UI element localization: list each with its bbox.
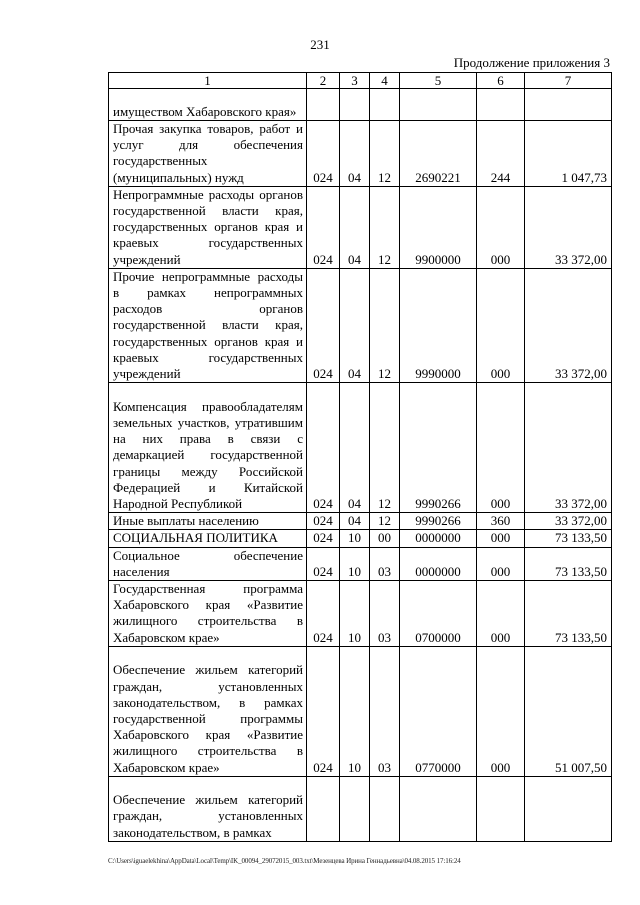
row-code-3: 04 xyxy=(340,186,370,268)
row-code-2: 024 xyxy=(307,646,340,776)
row-code-4: 12 xyxy=(370,186,400,268)
row-code-4: 12 xyxy=(370,513,400,530)
row-code-5: 9990000 xyxy=(400,268,477,382)
row-code-4: 03 xyxy=(370,547,400,580)
row-code-3: 10 xyxy=(340,581,370,647)
header-col-6: 6 xyxy=(477,73,525,89)
row-name: Обеспечение жильем категорий граждан, установленных законодательством, в рамках xyxy=(109,776,307,841)
row-code-3: 10 xyxy=(340,646,370,776)
table-row xyxy=(109,581,612,647)
row-code-6: 000 xyxy=(477,530,525,547)
row-amount: 73 133,50 xyxy=(525,581,612,647)
table-row xyxy=(109,547,612,580)
header-col-4: 4 xyxy=(370,73,400,89)
table-row xyxy=(109,513,612,530)
row-code-6: 000 xyxy=(477,581,525,647)
row-name: Обеспечение жильем категорий граждан, установленных законодательством, в рамках государственной программы Хабаровского края «Развитие жилищного строительства в Хабаровском крае» xyxy=(109,646,307,776)
row-code-2: 024 xyxy=(307,547,340,580)
row-name: имуществом Хабаровского края» xyxy=(109,89,307,121)
row-code-2: 024 xyxy=(307,530,340,547)
row-code-3: 04 xyxy=(340,513,370,530)
row-amount xyxy=(525,776,612,841)
row-code-4: 12 xyxy=(370,383,400,513)
table-row xyxy=(109,268,612,382)
row-code-5: 0000000 xyxy=(400,547,477,580)
row-name: Прочие непрограммные расходы в рамках непрограммных расходов органов государственной власти края, государственных органов края и краевых государственных учреждений xyxy=(109,268,307,382)
row-code-5: 0000000 xyxy=(400,530,477,547)
row-code-2: 024 xyxy=(307,581,340,647)
table-row xyxy=(109,776,612,841)
row-code-4 xyxy=(370,89,400,121)
row-code-5: 2690221 xyxy=(400,121,477,187)
table-body xyxy=(109,89,612,842)
row-name: Иные выплаты населению xyxy=(109,513,307,530)
row-code-6: 244 xyxy=(477,121,525,187)
continuation-label: Продолжение приложения 3 xyxy=(453,55,610,70)
row-code-6: 000 xyxy=(477,383,525,513)
row-code-3 xyxy=(340,89,370,121)
row-name: Социальное обеспечение населения xyxy=(109,547,307,580)
row-code-2 xyxy=(307,776,340,841)
row-amount: 1 047,73 xyxy=(525,121,612,187)
row-code-3: 04 xyxy=(340,383,370,513)
row-amount: 33 372,00 xyxy=(525,186,612,268)
row-code-2: 024 xyxy=(307,513,340,530)
row-code-3: 04 xyxy=(340,268,370,382)
table-row xyxy=(109,383,612,513)
row-amount: 73 133,50 xyxy=(525,547,612,580)
row-amount: 33 372,00 xyxy=(525,268,612,382)
row-code-2: 024 xyxy=(307,121,340,187)
header-col-1: 1 xyxy=(109,73,307,89)
row-code-6: 000 xyxy=(477,547,525,580)
row-code-4: 12 xyxy=(370,268,400,382)
row-code-6: 000 xyxy=(477,268,525,382)
row-name: Государственная программа Хабаровского края «Развитие жилищного строительства в Хабаровском крае» xyxy=(109,581,307,647)
budget-table xyxy=(108,72,612,842)
row-name: Компенсация правообладателям земельных участков, утратившим на них права в связи с демаркацией государственной границы между Российской Федерацией и Китайской Народной Республикой xyxy=(109,383,307,513)
row-amount: 33 372,00 xyxy=(525,513,612,530)
header-col-3: 3 xyxy=(340,73,370,89)
row-code-5: 0770000 xyxy=(400,646,477,776)
row-code-3 xyxy=(340,776,370,841)
row-code-2 xyxy=(307,89,340,121)
row-code-2: 024 xyxy=(307,383,340,513)
header-col-7: 7 xyxy=(525,73,612,89)
table-row xyxy=(109,646,612,776)
row-code-2: 024 xyxy=(307,268,340,382)
row-amount xyxy=(525,89,612,121)
row-code-4 xyxy=(370,776,400,841)
page-number: 231 xyxy=(310,37,330,52)
row-code-3: 10 xyxy=(340,530,370,547)
row-code-5: 9990266 xyxy=(400,513,477,530)
row-amount: 51 007,50 xyxy=(525,646,612,776)
footer-file-path: C:\Users\iguaelekhina\AppData\Local\Temp\IK_00094_29072015_003.txt\Мезенцева Ирина Геннадьевна\04.08.2015 17:16:24 xyxy=(108,857,461,865)
header-col-5: 5 xyxy=(400,73,477,89)
row-amount: 73 133,50 xyxy=(525,530,612,547)
row-name: Непрограммные расходы органов государственной власти края, государственных органов края и краевых государственных учреждений xyxy=(109,186,307,268)
row-code-6 xyxy=(477,776,525,841)
table-header-row xyxy=(109,73,612,89)
table-row xyxy=(109,186,612,268)
row-code-5 xyxy=(400,776,477,841)
row-code-6: 000 xyxy=(477,186,525,268)
table-row xyxy=(109,89,612,121)
row-code-3: 10 xyxy=(340,547,370,580)
row-code-2: 024 xyxy=(307,186,340,268)
header-col-2: 2 xyxy=(307,73,340,89)
table-row xyxy=(109,121,612,187)
row-amount: 33 372,00 xyxy=(525,383,612,513)
row-code-3: 04 xyxy=(340,121,370,187)
row-code-6: 360 xyxy=(477,513,525,530)
row-code-5: 0700000 xyxy=(400,581,477,647)
row-name: Прочая закупка товаров, работ и услуг для обеспечения государственных (муниципальных) нужд xyxy=(109,121,307,187)
row-code-6 xyxy=(477,89,525,121)
row-code-5 xyxy=(400,89,477,121)
row-code-4: 00 xyxy=(370,530,400,547)
row-name: СОЦИАЛЬНАЯ ПОЛИТИКА xyxy=(109,530,307,547)
row-code-5: 9990266 xyxy=(400,383,477,513)
row-code-4: 03 xyxy=(370,581,400,647)
row-code-4: 12 xyxy=(370,121,400,187)
row-code-4: 03 xyxy=(370,646,400,776)
row-code-5: 9900000 xyxy=(400,186,477,268)
table-row xyxy=(109,530,612,547)
row-code-6: 000 xyxy=(477,646,525,776)
